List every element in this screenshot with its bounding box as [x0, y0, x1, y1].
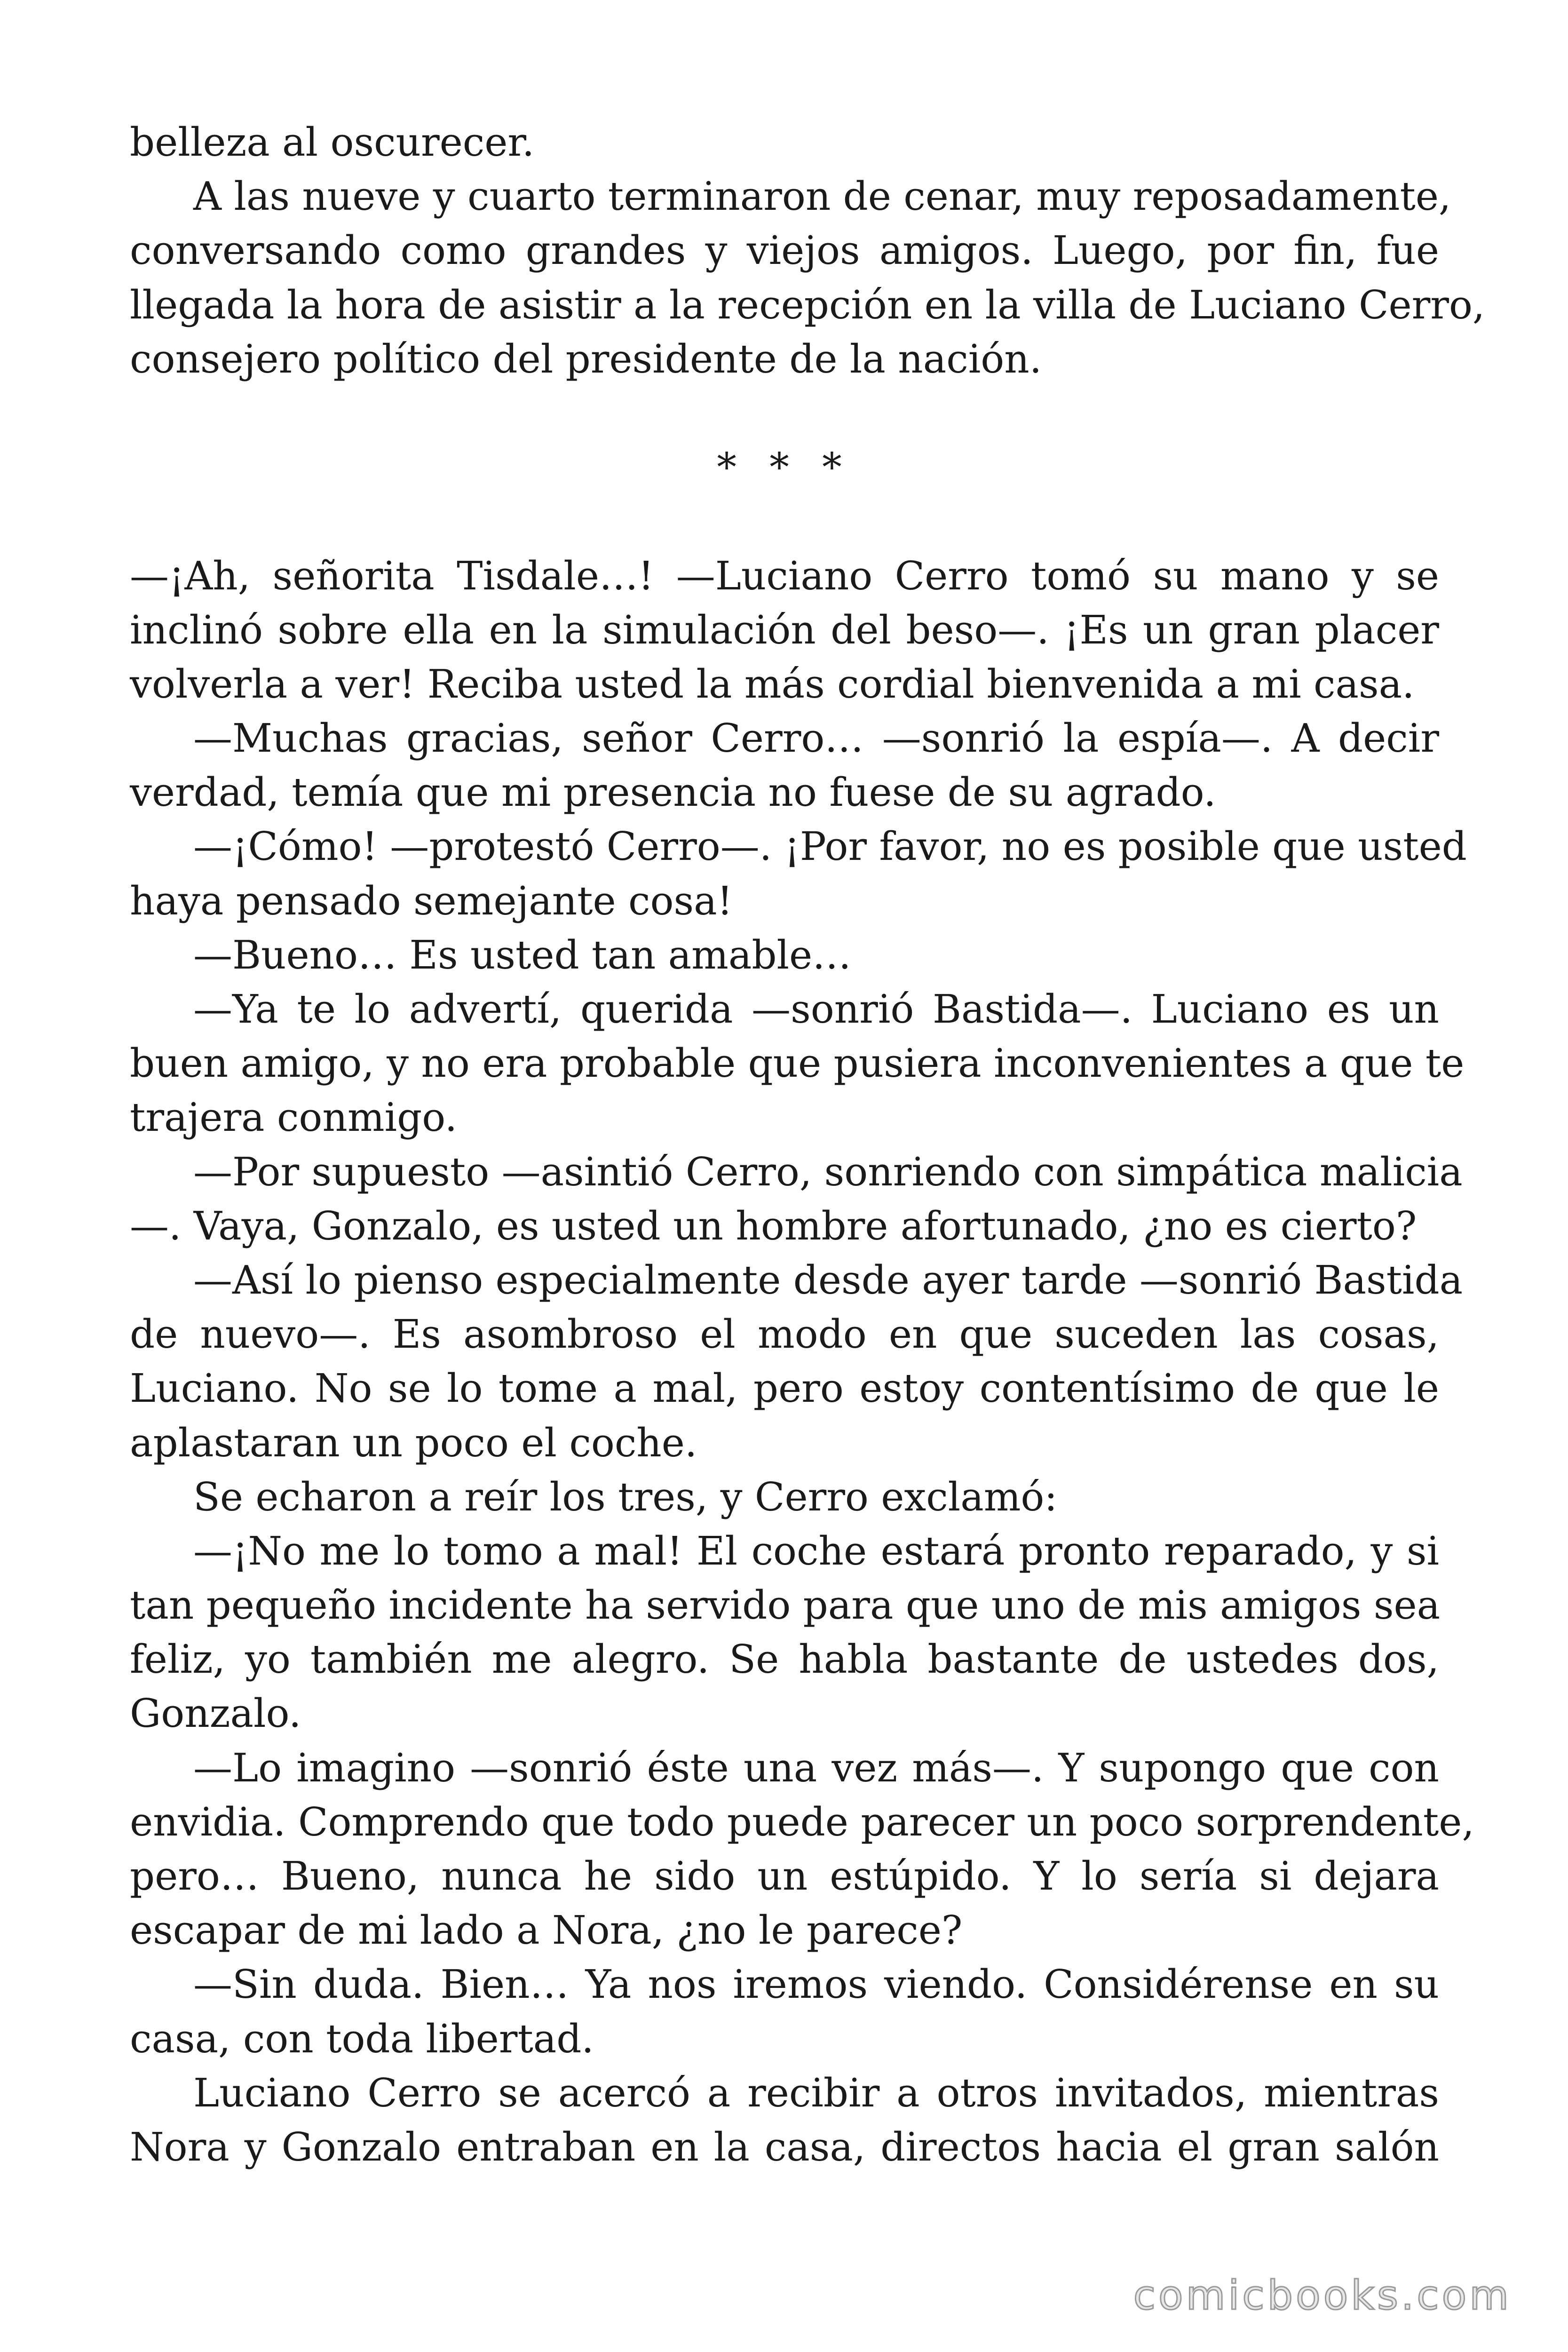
text-line: —¡No me lo tomo a mal! El coche estará pronto reparado, y si — [193, 1528, 1439, 1574]
text-line: Nora y Gonzalo entraban en la casa, directos hacia el gran salón — [130, 2124, 1439, 2170]
text-line: —Lo imagino —sonrió éste una vez más—. Y supongo que con — [193, 1745, 1439, 1791]
text-line: consejero político del presidente de la nación. — [130, 336, 1042, 382]
text-line: —Muchas gracias, señor Cerro… —sonrió la espía—. A decir — [193, 715, 1439, 762]
text-line: envidia. Comprendo que todo puede parecer un poco sorprendente, — [130, 1799, 1474, 1845]
text-line: Luciano Cerro se acercó a recibir a otros invitados, mientras — [193, 2070, 1439, 2116]
text-line: conversando como grandes y viejos amigos. Luego, por fin, fue — [130, 228, 1439, 274]
text-line: —Sin duda. Bien… Ya nos iremos viendo. Considérense en su — [193, 1962, 1439, 2008]
text-line: inclinó sobre ella en la simulación del beso—. ¡Es un gran placer — [130, 607, 1439, 653]
text-line: verdad, temía que mi presencia no fuese de su agrado. — [130, 770, 1216, 816]
paragraph-block-after-separator — [130, 549, 1474, 2175]
text-line: Se echaron a reír los tres, y Cerro exclamó: — [193, 1474, 1058, 1520]
text-line: escapar de mi lado a Nora, ¿no le parece? — [130, 1907, 963, 1954]
text-line: haya pensado semejante cosa! — [130, 878, 733, 924]
text-line: volverla a ver! Reciba usted la más cordial bienvenida a mi casa. — [130, 661, 1415, 707]
text-line: —Ya te lo advertí, querida —sonrió Bastida—. Luciano es un — [193, 986, 1439, 1032]
text-line: de nuevo—. Es asombroso el modo en que suceden las cosas, — [130, 1311, 1439, 1358]
text-line: aplastaran un poco el coche. — [130, 1420, 697, 1466]
text-line: A las nueve y cuarto terminaron de cenar, muy reposadamente, — [193, 174, 1451, 220]
text-line: buen amigo, y no era probable que pusiera inconvenientes a que te — [130, 1041, 1465, 1087]
text-column — [130, 115, 1485, 2174]
text-line: Luciano. No se lo tome a mal, pero estoy contentísimo de que le — [130, 1366, 1439, 1412]
text-line: Gonzalo. — [130, 1691, 301, 1737]
paragraph-block-before-separator — [130, 115, 1485, 386]
text-line: belleza al oscurecer. — [130, 119, 535, 165]
text-line: pero… Bueno, nunca he sido un estúpido. Y lo sería si dejara — [130, 1853, 1439, 1899]
watermark: comicbooks.com — [1133, 2272, 1512, 2319]
text-line: —Bueno… Es usted tan amable… — [193, 932, 852, 978]
text-line: tan pequeño incidente ha servido para que uno de mis amigos sea — [130, 1582, 1441, 1629]
text-line: trajera conmigo. — [130, 1095, 458, 1141]
blank-line — [130, 494, 1439, 548]
text-line: —. Vaya, Gonzalo, es usted un hombre afortunado, ¿no es cierto? — [130, 1203, 1417, 1249]
text-line: —¡Cómo! —protestó Cerro—. ¡Por favor, no es posible que usted — [193, 824, 1467, 870]
scene-separator: * * * — [717, 445, 852, 491]
text-line: casa, con toda libertad. — [130, 2016, 594, 2062]
blank-line — [130, 386, 1439, 440]
text-line: —Por supuesto —asintió Cerro, sonriendo con simpática malicia — [193, 1149, 1463, 1195]
text-line: —Así lo pienso especialmente desde ayer tarde —sonrió Bastida — [193, 1257, 1463, 1303]
text-line: —¡Ah, señorita Tisdale…! —Luciano Cerro tomó su mano y se — [130, 553, 1439, 599]
text-line: feliz, yo también me alegro. Se habla bastante de ustedes dos, — [130, 1637, 1439, 1683]
text-line: llegada la hora de asistir a la recepción en la villa de Luciano Cerro, — [130, 282, 1485, 328]
